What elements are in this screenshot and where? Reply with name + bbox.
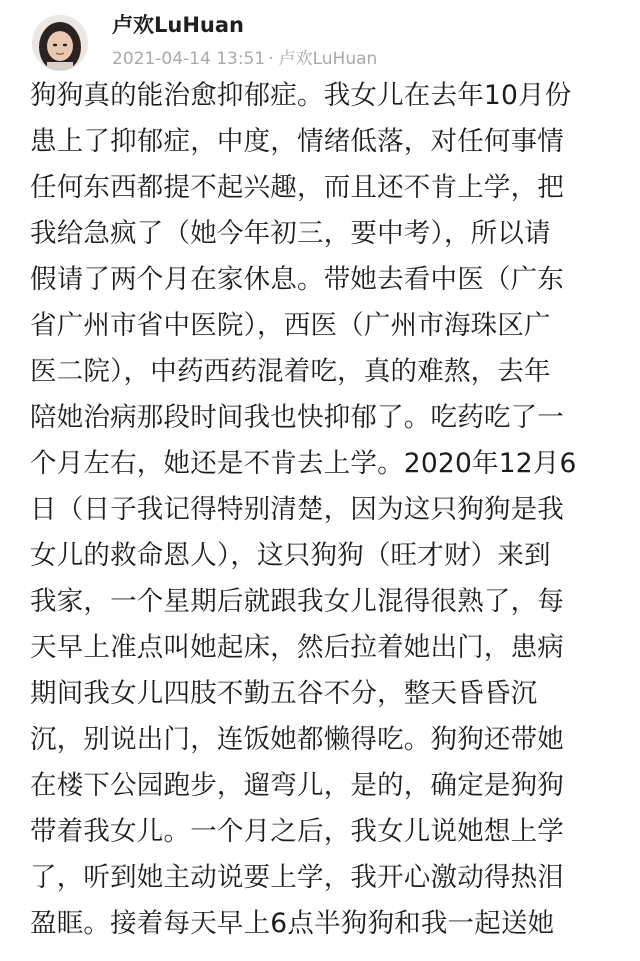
post-line: 个月左右，她还是不肯去上学。2020年12月6: [30, 448, 577, 479]
post-line: 日（日子我记得特别清楚，因为这只狗狗是我: [30, 494, 564, 525]
post-line: 女儿的救命恩人），这只狗狗（旺才财）来到: [30, 540, 551, 571]
author-name[interactable]: 卢欢LuHuan: [112, 13, 244, 37]
post-line: 任何东西都提不起兴趣，而且还不肯上学，把: [30, 172, 564, 203]
avatar[interactable]: [32, 15, 88, 71]
post-line: 陪她治病那段时间我也快抑郁了。吃药吃了一: [30, 402, 564, 433]
post-line: 在楼下公园跑步，遛弯儿，是的，确定是狗狗: [30, 770, 564, 801]
post-timestamp: 2021-04-14 13:51: [112, 49, 266, 69]
post-body: [30, 73, 610, 947]
post-line: 盈眶。接着每天早上6点半狗狗和我一起送她: [30, 908, 555, 939]
post-line: 假请了两个月在家休息。带她去看中医（广东: [30, 264, 564, 295]
post-line: 我给急疯了（她今年初三，要中考），所以请: [30, 218, 551, 249]
post-line: 了，听到她主动说要上学，我开心激动得热泪: [30, 862, 564, 893]
avatar-portrait-icon: [33, 16, 87, 70]
post-line: 我家，一个星期后就跟我女儿混得很熟了，每: [30, 586, 564, 617]
meta-separator: ·: [268, 49, 274, 69]
post-line: 医二院），中药西药混着吃，真的难熬，去年: [30, 356, 551, 387]
post-line: 患上了抑郁症，中度，情绪低落，对任何事情: [30, 126, 564, 157]
post-source[interactable]: 卢欢LuHuan: [278, 49, 378, 69]
post-subline: [112, 47, 377, 71]
post-line: 省广州市省中医院），西医（广州市海珠区广: [30, 310, 551, 341]
post-line: 期间我女儿四肢不勤五谷不分，整天昏昏沉: [30, 678, 538, 709]
post-line: 天早上准点叫她起床，然后拉着她出门，患病: [30, 632, 564, 663]
post-line: 带着我女儿。一个月之后，我女儿说她想上学: [30, 816, 564, 847]
post-line: 狗狗真的能治愈抑郁症。我女儿在去年10月份: [30, 80, 572, 111]
post-line: 沉，别说出门，连饭她都懒得吃。狗狗还带她: [30, 724, 564, 755]
post-meta: [112, 15, 377, 71]
post-header: [32, 12, 377, 74]
